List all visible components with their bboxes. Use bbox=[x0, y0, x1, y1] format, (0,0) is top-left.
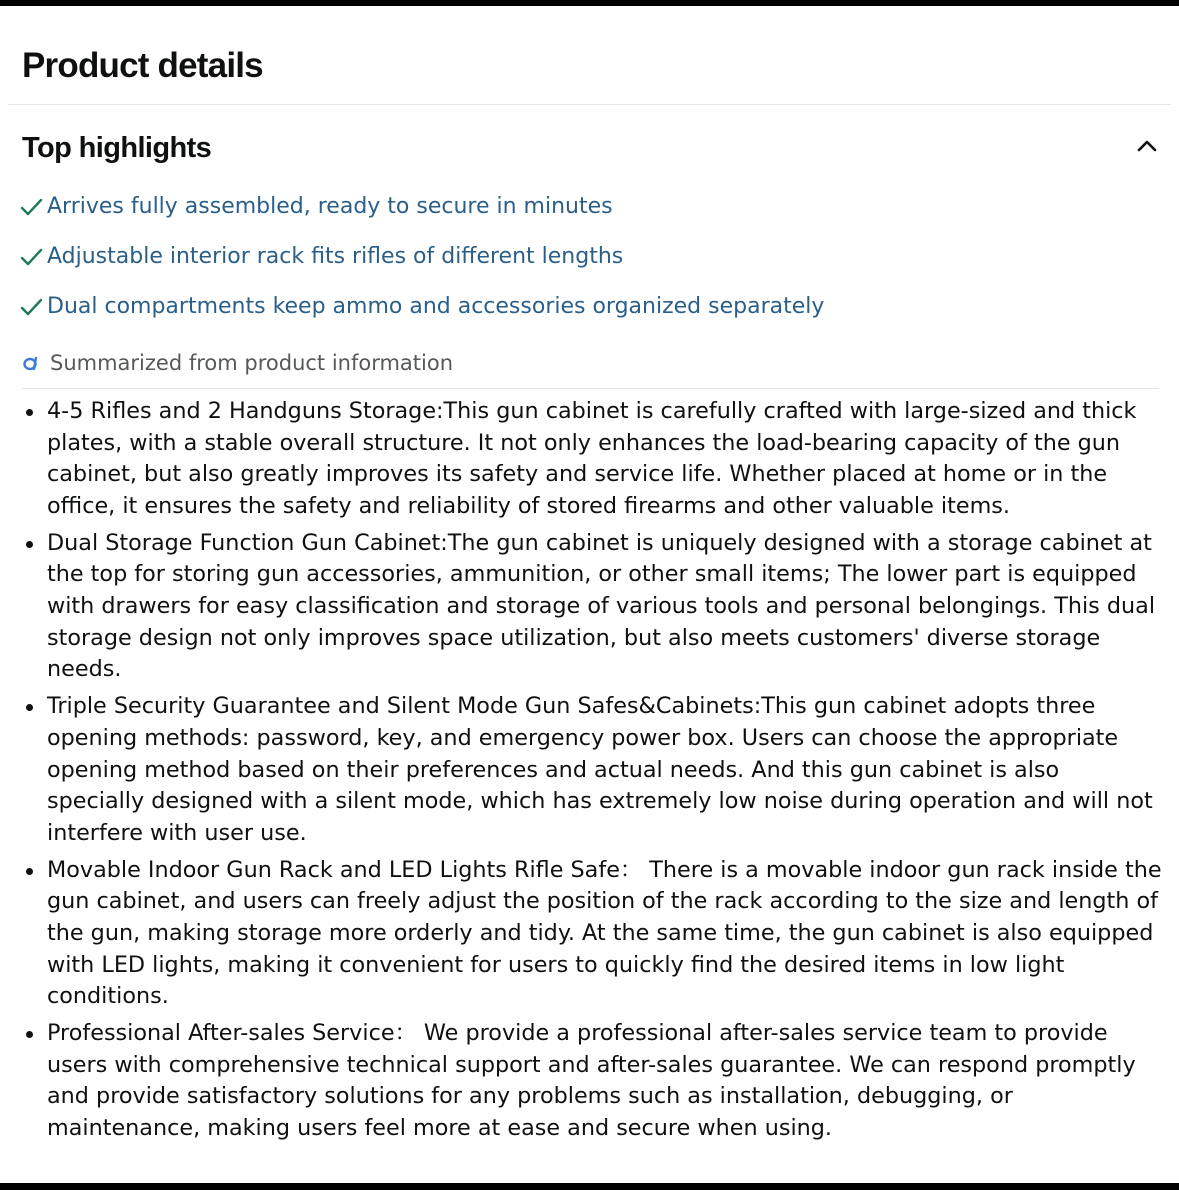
checkmark-icon bbox=[20, 192, 44, 222]
product-details-panel bbox=[0, 6, 1179, 1183]
highlights-list bbox=[20, 192, 1140, 342]
feature-bullet: Triple Security Guarantee and Silent Mode Gun Safes&Cabinets:This gun cabinet adopts three opening methods: password, key, and emergency power box. Users can choose the appropriate opening method based on their preferences and actual needs. And this gun cabinet is also specially designed with a silent mode, which has extremely low noise during operation and will not interfere with user use. bbox=[22, 691, 1162, 849]
feature-bullet: Dual Storage Function Gun Cabinet:The gun cabinet is uniquely designed with a storage cabinet at the top for storing gun accessories, ammunition, or other small items; The lower part is equipped with drawers for easy classification and storage of various tools and personal belongings. This dual storage design not only improves space utilization, but also meets customers' diverse storage needs. bbox=[22, 528, 1162, 686]
feature-bullet: Movable Indoor Gun Rack and LED Lights Rifle Safe： There is a movable indoor gun rack inside the gun cabinet, and users can freely adjust the position of the rack according to the size and length of the gun, making storage more orderly and tidy. At the same time, the gun cabinet is also equipped with LED lights, making it convenient for users to quickly find the desired items in low light conditions. bbox=[22, 855, 1162, 1013]
page-title: Product details bbox=[22, 46, 263, 85]
feature-bullet: Professional After-sales Service： We provide a professional after-sales service team to provide users with comprehensive technical support and after-sales guarantee. We can respond promptly and provide satisfactory solutions for any problems such as installation, debugging, or maintenance, making users feel more at ease and secure when using. bbox=[22, 1018, 1162, 1144]
highlight-item bbox=[20, 242, 1140, 292]
ai-summary-note bbox=[22, 346, 453, 380]
highlight-item bbox=[20, 292, 1140, 342]
section-title: Top highlights bbox=[22, 132, 212, 164]
feature-bullets bbox=[22, 396, 1162, 1150]
chevron-up-icon[interactable] bbox=[1133, 132, 1161, 160]
divider bbox=[22, 388, 1159, 389]
checkmark-icon bbox=[20, 292, 44, 322]
highlight-text: Arrives fully assembled, ready to secure in minutes bbox=[47, 194, 613, 219]
summary-note-text: Summarized from product information bbox=[50, 351, 454, 375]
divider bbox=[8, 104, 1171, 105]
top-highlights-header[interactable] bbox=[22, 128, 1161, 168]
ai-summary-icon bbox=[22, 354, 40, 372]
highlight-item bbox=[20, 192, 1140, 242]
feature-bullet: 4-5 Rifles and 2 Handguns Storage:This gun cabinet is carefully crafted with large-sized and thick plates, with a stable overall structure. It not only enhances the load-bearing capacity of the gun cabinet, but also greatly improves its safety and service life. Whether placed at home or in the office, it ensures the safety and reliability of stored firearms and other valuable items. bbox=[22, 396, 1162, 522]
highlight-text: Adjustable interior rack fits rifles of different lengths bbox=[47, 244, 624, 269]
checkmark-icon bbox=[20, 242, 44, 272]
highlight-text: Dual compartments keep ammo and accessories organized separately bbox=[47, 294, 825, 319]
